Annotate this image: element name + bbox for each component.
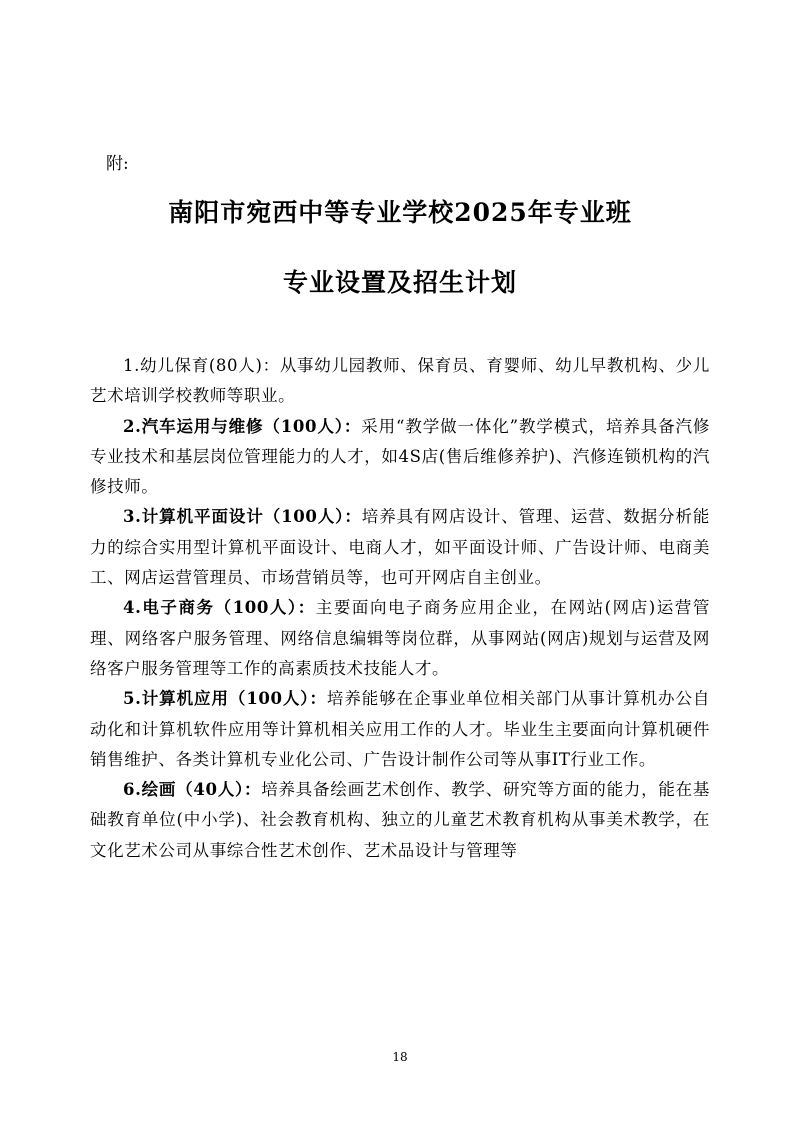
page-title-line-1: 南阳市宛西中等专业学校2025年专业班 <box>168 198 632 227</box>
major-heading-auto-repair: 2.汽车运用与维修（100人）： <box>123 416 362 436</box>
major-item-graphic-design <box>90 502 710 593</box>
major-description-computer-application: 培养能够在企事业单位相关部门从事计算机办公自动化和计算机软件应用等计算机相关应用工作的人才。毕业生主要面向计算机硬件销售维护、各类计算机专业化公司、广告设计制作公司等从事IT行业工作。 <box>90 689 710 769</box>
major-heading-graphic-design: 3.计算机平面设计（100人）： <box>123 507 362 527</box>
major-item-auto-repair <box>90 412 710 503</box>
major-description-auto-repair: 采用“教学做一体化”教学模式，培养具备汽修专业技术和基层岗位管理能力的人才，如4S店(售后维修养护)、汽修连锁机构的汽修技师。 <box>90 416 710 497</box>
major-item-e-commerce <box>90 593 710 684</box>
major-item-computer-application <box>90 684 710 775</box>
major-heading-computer-application: 5.计算机应用（100人）： <box>123 689 327 709</box>
majors-list <box>90 351 710 866</box>
major-description-painting: 培养具备绘画艺术创作、教学、研究等方面的能力，能在基础教育单位(中小学)、社会教育机构、独立的儿童艺术教育机构从事美术教学，在文化艺术公司从事综合性艺术创作、艺术品设计与管理等 <box>90 780 710 860</box>
major-description-childcare: 从事幼儿园教师、保育员、育婴师、幼儿早教机构、少儿艺术培训学校教师等职业。 <box>90 356 710 406</box>
annex-label: 附: <box>106 154 129 174</box>
page-number: 18 <box>392 1050 408 1064</box>
major-heading-childcare: 1.幼儿保育(80人)： <box>123 356 280 375</box>
major-description-graphic-design: 培养具有网店设计、管理、运营、数据分析能力的综合实用型计算机平面设计、电商人才，如平面设计师、广告设计师、电商美工、网店运营管理员、市场营销员等，也可开网店自主创业。 <box>90 507 710 588</box>
major-item-childcare <box>90 351 710 412</box>
major-description-e-commerce: 主要面向电子商务应用企业，在网站(网店)运营管理、网络客户服务管理、网络信息编辑等岗位群，从事网站(网店)规划与运营及网络客户服务管理等工作的高素质技术技能人才。 <box>90 598 710 678</box>
major-heading-painting: 6.绘画（40人）： <box>123 780 262 800</box>
major-heading-e-commerce: 4.电子商务（100人）： <box>123 598 316 618</box>
major-item-painting <box>90 775 710 866</box>
page-title-line-2: 专业设置及招生计划 <box>282 268 517 297</box>
